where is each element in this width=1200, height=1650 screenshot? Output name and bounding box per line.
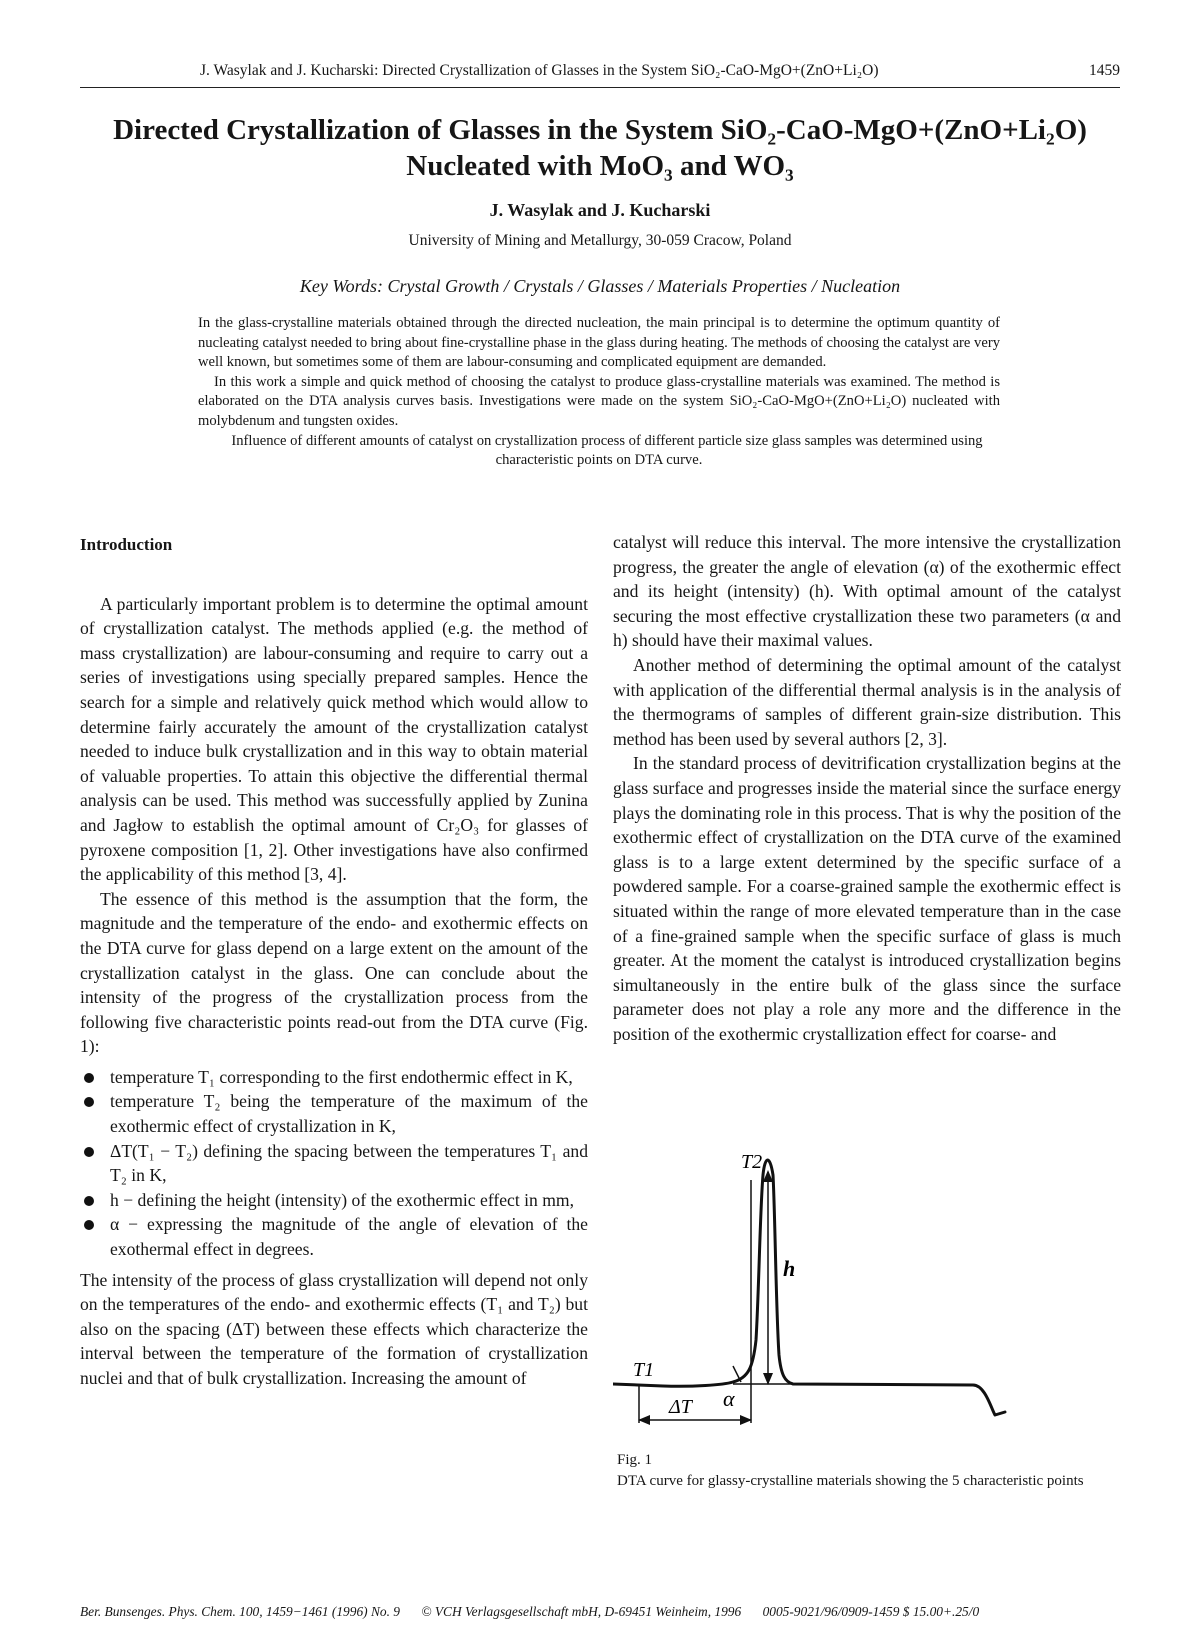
abstract-paragraph-2: In this work a simple and quick method of choosing the catalyst to produce glass-crystalline materials was examined. The method is elaborated on the DTA analysis curves basis. Investigations were made on the system SiO₂-CaO-MgO+(ZnO+Li₂O) nucleated with molybdenum and tungsten oxides. <box>198 373 1000 429</box>
caption-label: Fig. 1 <box>617 1452 653 1468</box>
left-column <box>80 533 588 1391</box>
intro-paragraph-4: catalyst will reduce this interval. The more intensive the crystallization progress, the greater the angle of elevation (α) of the exothermic effect and its height (intensity) (h). With optimal amount of the catalyst securing the most effective crystallization these two parameters (α and h) should have their maximal values. <box>613 532 1121 651</box>
dta-curve-line <box>613 1160 1005 1415</box>
intro-paragraph-3: The intensity of the process of glass crystallization will depend not only on the temperatures of the endo- and exothermic effects (T₁ and T₂) but also on the spacing (ΔT) between these effects which characterize the interval between the temperature of the formation of crystallization nuclei and that of bulk crystallization. Increasing the amount of <box>80 1269 588 1388</box>
label-t1: T1 <box>633 1359 655 1381</box>
footer-publisher: © VCH Verlagsgesellschaft mbH, D-69451 Weinheim, 1996 <box>421 1604 742 1619</box>
footer-code: 0005-9021/96/0909-1459 $ 15.00+.25/0 <box>762 1604 980 1619</box>
intro-paragraph-2: The essence of this method is the assumption that the form, the magnitude and the temperature of the endo- and exothermic effects on the DTA curve for glass depend on a large extent on the amount of the crystallization catalyst in the glass. One can conclude about the intensity of the progress of the crystallization process from the following five characteristic points read-out from the DTA curve (Fig. 1): <box>80 888 588 1057</box>
bullet-icon <box>84 1196 94 1206</box>
delta-t-arrowhead-right <box>740 1415 752 1425</box>
caption-text: DTA curve for glassy-crystalline materials showing the 5 characteristic points <box>617 1473 1084 1489</box>
intro-paragraph-6: In the standard process of devitrification crystallization begins at the glass surface and progresses inside the material since the surface energy plays the dominating role in this process. That is why the position of the exothermic effect of crystallization on the DTA curve of the examined glass is to a large extent determined by the specific surface of a powdered sample. For a coarse-grained sample the exothermic effect is situated within the range of more elevated temperature than in the case of a fine-grained sample when the specific surface of glass is much greater. At the moment the catalyst is introduced crystallization begins simultaneously in the entire bulk of the glass since the surface parameter does not play a role any more and the difference in the position of the exothermic crystallization effect for coarse- and <box>613 753 1121 1044</box>
list-item: ΔT(T₁ − T₂) defining the spacing between the temperatures T₁ and T₂ in K, <box>80 1139 588 1188</box>
abstract-paragraph-3: Influence of different amounts of catalyst on crystallization process of different particle size glass samples was determined using characteristic points on DTA curve. <box>231 432 983 469</box>
list-item: temperature T₂ being the temperature of the maximum of the exothermic effect of crystallization in K, <box>80 1089 588 1138</box>
intro-paragraph-1: A particularly important problem is to determine the optimal amount of crystallization catalyst. The methods applied (e.g. the method of mass crystallization) are labour-consuming and require to carry out a series of investigations using specially prepared samples. Hence the search for a simple and relatively quick method which would allow to determine fairly accurately the amount of the crystallization catalyst needed to induce bulk crystallization and in this way to obtain material of valuable properties. To attain this objective the differential thermal analysis can be used. This method was successfully applied by Zunina and Jagłow to establish the optimal amount of Cr₂O₃ for glasses of pyroxene composition [1, 2]. Other investigations have also confirmed the applicability of this method [3, 4]. <box>80 593 588 885</box>
running-title: J. Wasylak and J. Kucharski: Directed Crystallization of Glasses in the System SiO₂-CaO-MgO+(ZnO+Li₂O) <box>200 62 879 79</box>
label-alpha: α <box>723 1386 735 1411</box>
running-header <box>80 62 1120 88</box>
intro-paragraph-5: Another method of determining the optimal amount of the catalyst with application of the differential thermal analysis is in the analysis of the thermograms of samples of different grain-size distribution. This method has been used by several authors [2, 3]. <box>613 654 1121 749</box>
dta-curve-diagram <box>613 1150 1133 1450</box>
label-h: h <box>783 1256 796 1281</box>
section-heading-introduction: Introduction <box>80 535 173 554</box>
characteristic-points-list <box>80 1065 588 1262</box>
affiliation: University of Mining and Metallurgy, 30-059 Cracow, Poland <box>408 232 792 249</box>
height-arrowhead-bottom <box>763 1373 773 1385</box>
figure-1-dta-curve <box>613 1150 1133 1450</box>
bullet-icon <box>84 1220 94 1230</box>
label-delta-t: ΔT <box>669 1396 692 1418</box>
bullet-icon <box>84 1147 94 1157</box>
footer-journal: Ber. Bunsenges. Phys. Chem. 100, 1459−1461 (1996) No. 9 <box>80 1604 400 1619</box>
abstract <box>198 314 1000 471</box>
right-column <box>613 530 1121 1046</box>
article-title <box>80 112 1120 184</box>
bullet-icon <box>84 1097 94 1107</box>
label-t2: T2 <box>741 1151 763 1173</box>
page-footer <box>80 1604 1120 1620</box>
list-item: h − defining the height (intensity) of the exothermic effect in mm, <box>80 1188 588 1213</box>
authors: J. Wasylak and J. Kucharski <box>489 200 711 220</box>
bullet-icon <box>84 1073 94 1083</box>
delta-t-arrowhead-left <box>638 1415 650 1425</box>
title-line-1: Directed Crystallization of Glasses in the System SiO₂-CaO-MgO+(ZnO+Li₂O) <box>113 114 1087 146</box>
abstract-paragraph-1: In the glass-crystalline materials obtained through the directed nucleation, the main principal is to determine the optimum quantity of nucleating catalyst needed to bring about fine-crystalline phase in the glass during heating. The methods of choosing the catalyst are very well known, but sometimes some of them are labour-consuming and complicated equipment are demanded. <box>198 315 1000 371</box>
keywords: Key Words: Crystal Growth / Crystals / Glasses / Materials Properties / Nucleation <box>299 276 901 296</box>
title-line-2: Nucleated with MoO₃ and WO₃ <box>406 150 794 182</box>
page-number: 1459 <box>1089 62 1120 79</box>
list-item: temperature T₁ corresponding to the first endothermic effect in K, <box>80 1065 588 1090</box>
list-item: α − expressing the magnitude of the angle of elevation of the exothermal effect in degrees. <box>80 1212 588 1261</box>
figure-caption <box>617 1450 1127 1492</box>
